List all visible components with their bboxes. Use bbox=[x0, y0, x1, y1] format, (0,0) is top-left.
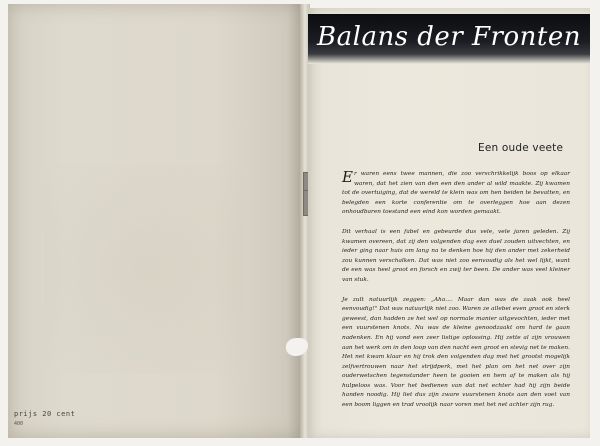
paragraph-1-text: r waren eens twee mannen, die zoo verschrikkelijk boos op elkaar waren, dat het zien van den een den ander al wild maakte. Zij kwamen tot de overtuiging, dat de wereld te klein was om hen beiden te bevatten, en belegden een korte conferentie om te overleggen hoe aan dezen onhoudbaren toestand een eind kon worden gemaakt. bbox=[342, 171, 570, 216]
magazine-spread bbox=[8, 4, 592, 438]
article-body bbox=[342, 170, 570, 421]
drop-cap: E bbox=[342, 168, 353, 186]
price-label: prijs 20 cent bbox=[14, 410, 76, 418]
left-page bbox=[8, 4, 302, 438]
price-sub-label: 400 bbox=[14, 421, 24, 427]
article-heading: Een oude veete bbox=[478, 142, 564, 154]
paper-stain bbox=[44, 164, 244, 374]
paragraph-3: Je zult natuurlijk zeggen: „Aha.... Maar dan was de zaak ook heel eenvoudig!" Dat was natuurlijk niet zoo. Waren ze allebei even groot en sterk geweest, dan hadden ze het wel op normale manier uitgevochten, ieder met een vuurstenen knots. Nu was de kleine genoodzaakt om hard te gaan nadenken. En hij vond een zeer listige oplossing. Hij zette al zijn vrouwen aan het werk om in den loop van den nacht een groot en stevig net te maken. Het net kwam klaar en hij trok den volgenden dag met het grootst mogelijk zelfvertrouwen naar het strijdperk, met het plan om het net over zijn ouderwetschen tegenstander heen te gooien en hem af te maken als hij hulpeloos was. Voor het bedienen van dat net echter had hij zijn beide handen noodig. Hij liet dus zijn zware vuurstenen knots aan den voet van een boom liggen en trad vroolijk naar voren met het net achter zijn rug. bbox=[342, 296, 570, 409]
paragraph-2: Dit verhaal is een fabel en gebeurde dus vele, vele jaren geleden. Zij kwamen overeen, dat zij den volgenden dag een duel zouden uitvechten, en ieder ging naar huis om lang na te denken hoe hij den ander met zekerheid zou kunnen verschalken. Dat was niet zoo eenvoudig als het wel lijkt, want de een was heel groot en forsch en zwij ter been. De ander was veel kleiner van stuk. bbox=[342, 228, 570, 283]
banner-title: Balans der Fronten bbox=[317, 22, 581, 52]
right-page bbox=[308, 8, 590, 438]
paragraph-1 bbox=[342, 170, 570, 218]
title-banner bbox=[308, 14, 590, 64]
